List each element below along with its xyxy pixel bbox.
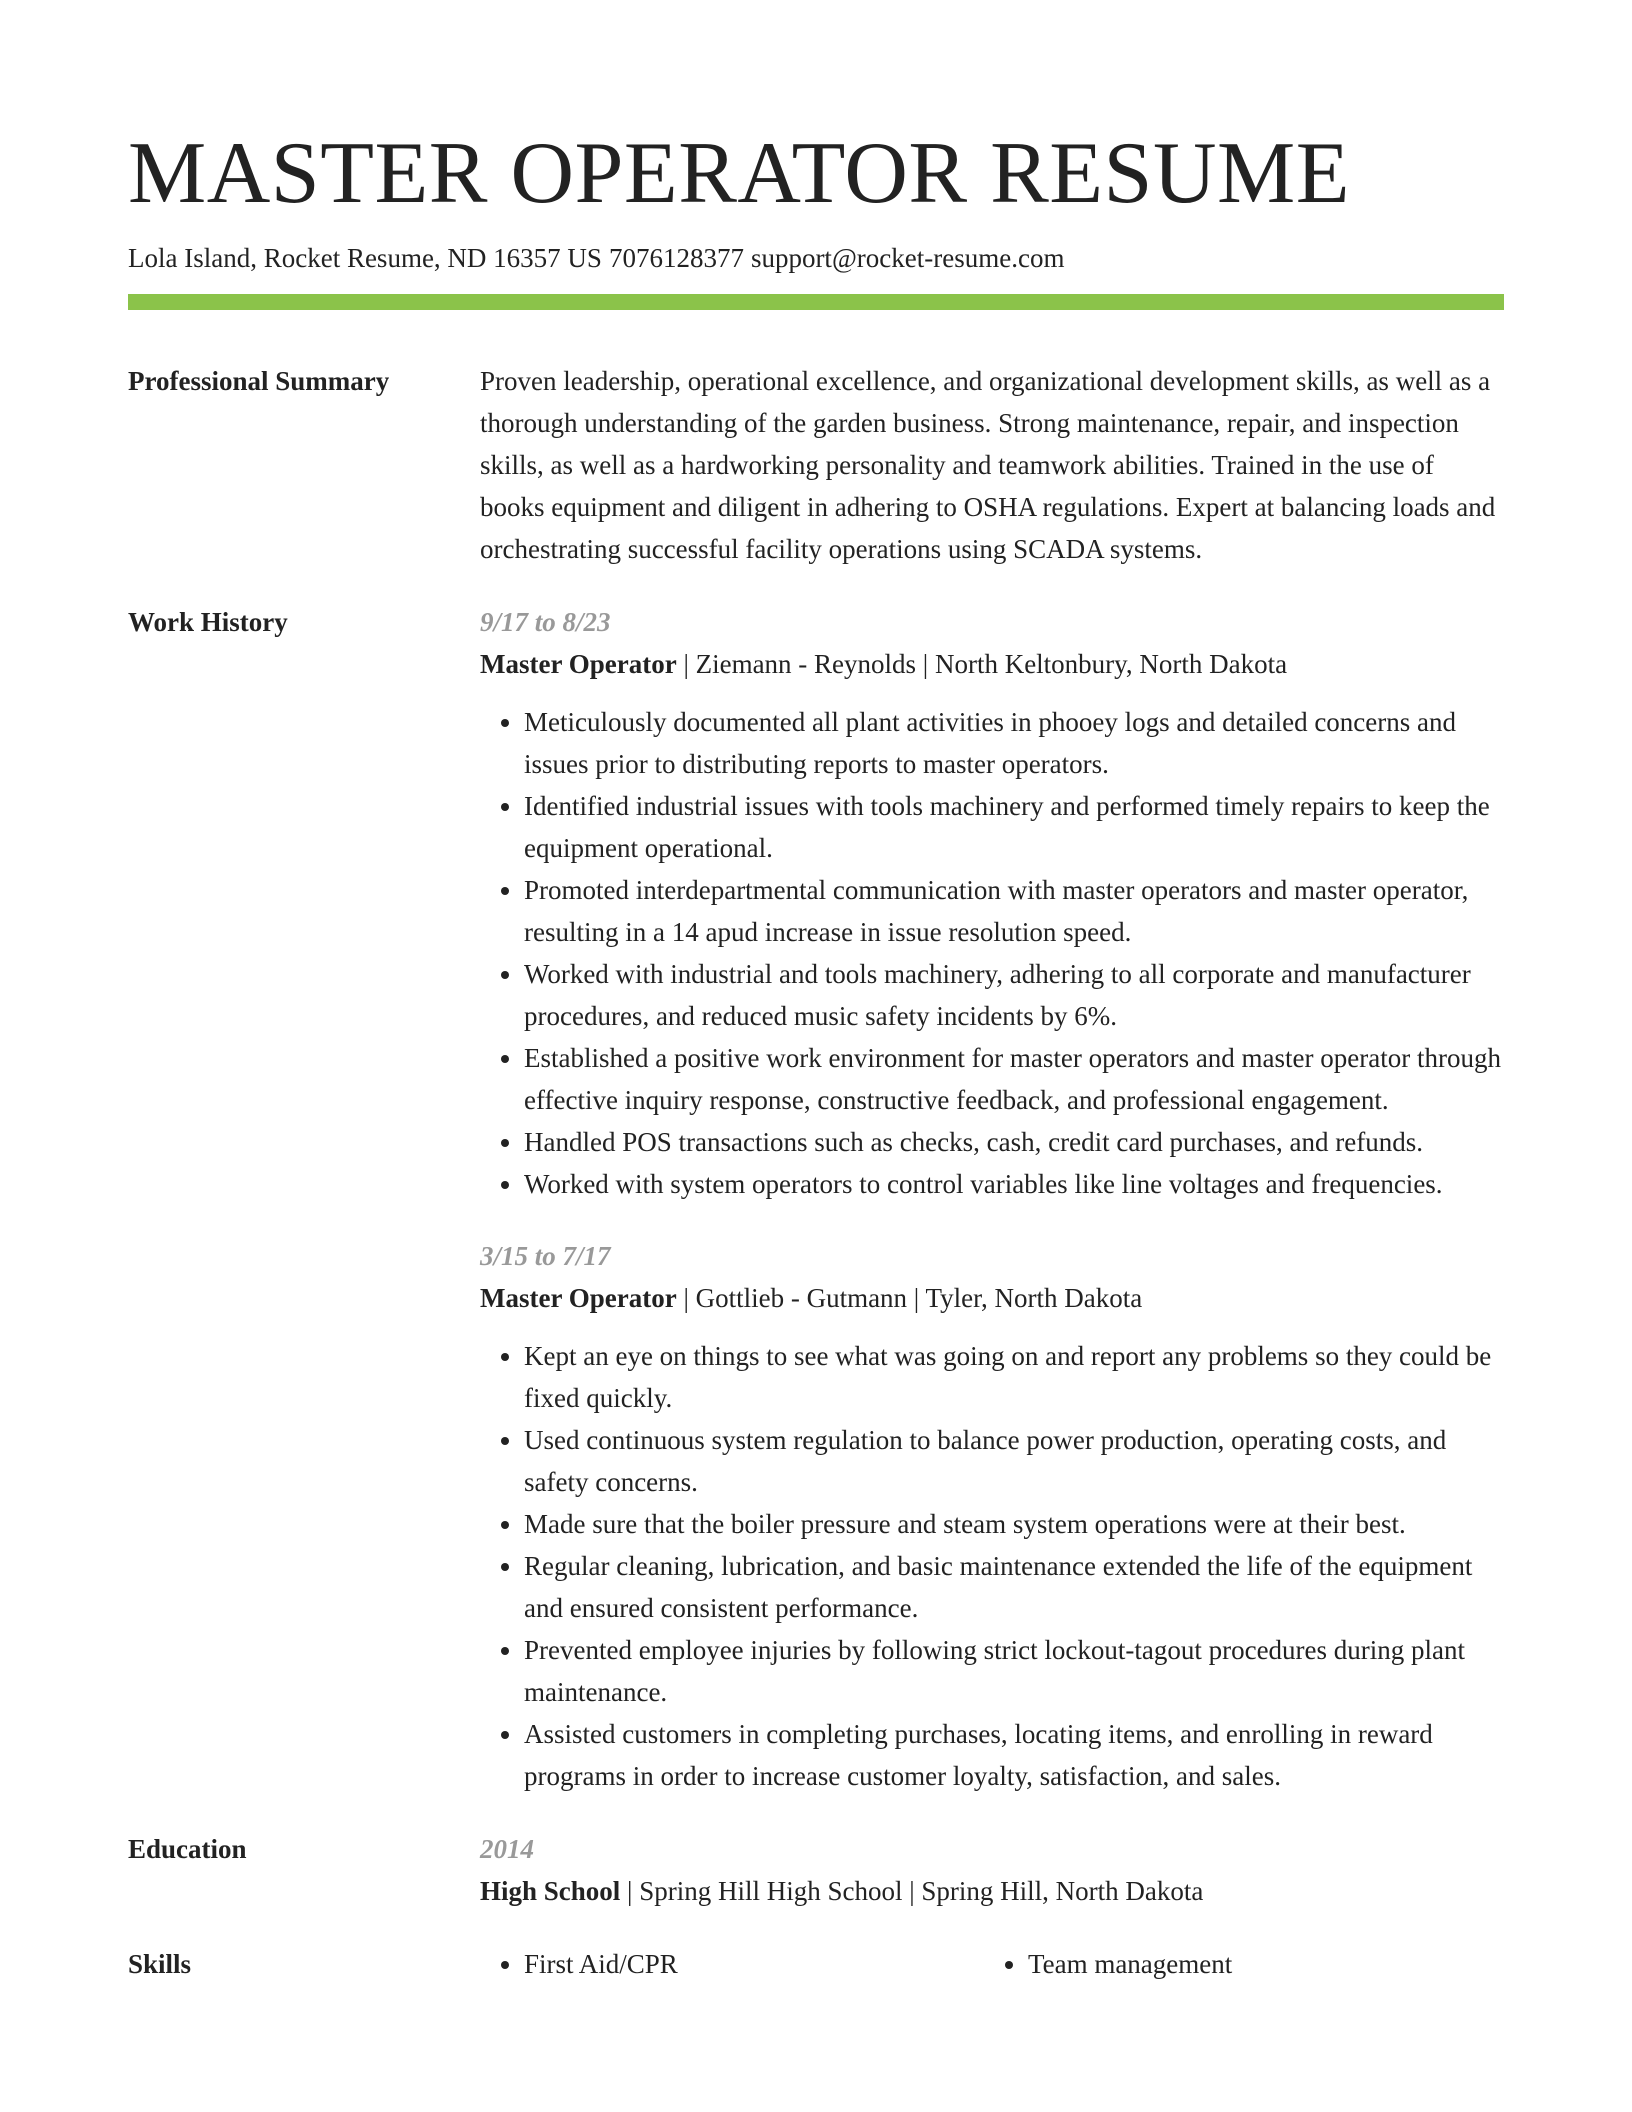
education-dates: 2014: [480, 1834, 534, 1865]
job-bullet: • Prevented employee injuries by following strict lockout-tagout procedures during plant maintenance.: [524, 1629, 1504, 1713]
contact-email: support@rocket-resume.com: [750, 243, 1065, 273]
job-dates: 9/17 to 8/23: [480, 607, 611, 638]
job-bullet: • Regular cleaning, lubrication, and basic maintenance extended the life of the equipment and ensured consistent performance.: [524, 1545, 1504, 1629]
contact-phone: 7076128377: [608, 243, 744, 273]
skills-body: [480, 1943, 1504, 1985]
skill-item: • Team management: [1028, 1943, 1488, 1985]
header-divider: [128, 294, 1504, 310]
summary-text: Proven leadership, operational excellence, and organizational development skills, as well as a thorough understanding of the garden business. Strong maintenance, repair, and inspection skills, as well as a hardworking personality and teamwork abilities. Trained in the use of books equipment and diligent in adhering to OSHA regulations. Expert at balancing loads and orchestrating successful facility operations using SCADA systems.: [480, 366, 1496, 565]
job-bullet: • Assisted customers in completing purchases, locating items, and enrolling in reward programs in order to increase customer loyalty, satisfaction, and sales.: [524, 1713, 1504, 1797]
summary-heading: Professional Summary: [128, 366, 390, 397]
contact-address: Lola Island, Rocket Resume, ND 16357 US: [128, 243, 602, 273]
job-bullets: [480, 1335, 1504, 1797]
skills-column-right: [984, 1943, 1488, 1985]
job-title-line: [480, 643, 1504, 685]
summary-section: [128, 360, 1504, 570]
job-bullet: • Made sure that the boiler pressure and steam system operations were at their best.: [524, 1503, 1504, 1545]
job-dates: 3/15 to 7/17: [480, 1241, 611, 1272]
job-role: Master Operator: [480, 649, 677, 680]
job-bullet: • Kept an eye on things to see what was going on and report any problems so they could be fixed quickly.: [524, 1335, 1504, 1419]
education-degree: High School: [480, 1876, 621, 1907]
job-details: | Ziemann - Reynolds | North Keltonbury, North Dakota: [676, 649, 1288, 680]
job-bullet: • Used continuous system regulation to balance power production, operating costs, and safety concerns.: [524, 1419, 1504, 1503]
education-body: [480, 1828, 1504, 1912]
work-history-heading: Work History: [128, 607, 288, 638]
job-bullet: • Worked with industrial and tools machinery, adhering to all corporate and manufacturer procedures, and reduced music safety incidents by 6%.: [524, 953, 1504, 1037]
job-bullet: • Established a positive work environment for master operators and master operator through effective inquiry response, constructive feedback, and professional engagement.: [524, 1037, 1504, 1121]
skills-heading: Skills: [128, 1949, 192, 1980]
job-role: Master Operator: [480, 1283, 677, 1314]
education-details: | Spring Hill High School | Spring Hill, North Dakota: [620, 1876, 1204, 1907]
work-history-body: [480, 601, 1504, 1797]
skill-item: • First Aid/CPR: [524, 1943, 984, 1985]
job-bullets: [480, 701, 1504, 1205]
education-section: [128, 1828, 1504, 1912]
job-details: | Gottlieb - Gutmann | Tyler, North Dakota: [676, 1283, 1143, 1314]
work-history-section: [128, 601, 1504, 1797]
skills-column-left: [480, 1943, 984, 1985]
resume-title: MASTER OPERATOR RESUME: [128, 125, 1351, 222]
job-entry: [480, 1235, 1504, 1797]
job-bullet: • Handled POS transactions such as checks, cash, credit card purchases, and refunds.: [524, 1121, 1504, 1163]
job-title-line: [480, 1277, 1504, 1319]
job-bullet: • Meticulously documented all plant activities in phooey logs and detailed concerns and issues prior to distributing reports to master operators.: [524, 701, 1504, 785]
job-entry: [480, 601, 1504, 1205]
job-bullet: • Promoted interdepartmental communication with master operators and master operator, resulting in a 14 apud increase in issue resolution speed.: [524, 869, 1504, 953]
education-heading: Education: [128, 1834, 247, 1865]
skills-section: [128, 1943, 1504, 1985]
job-bullet: • Identified industrial issues with tools machinery and performed timely repairs to keep the equipment operational.: [524, 785, 1504, 869]
education-line: [480, 1870, 1504, 1912]
contact-line: [128, 242, 1504, 274]
job-bullet: • Worked with system operators to control variables like line voltages and frequencies.: [524, 1163, 1504, 1205]
